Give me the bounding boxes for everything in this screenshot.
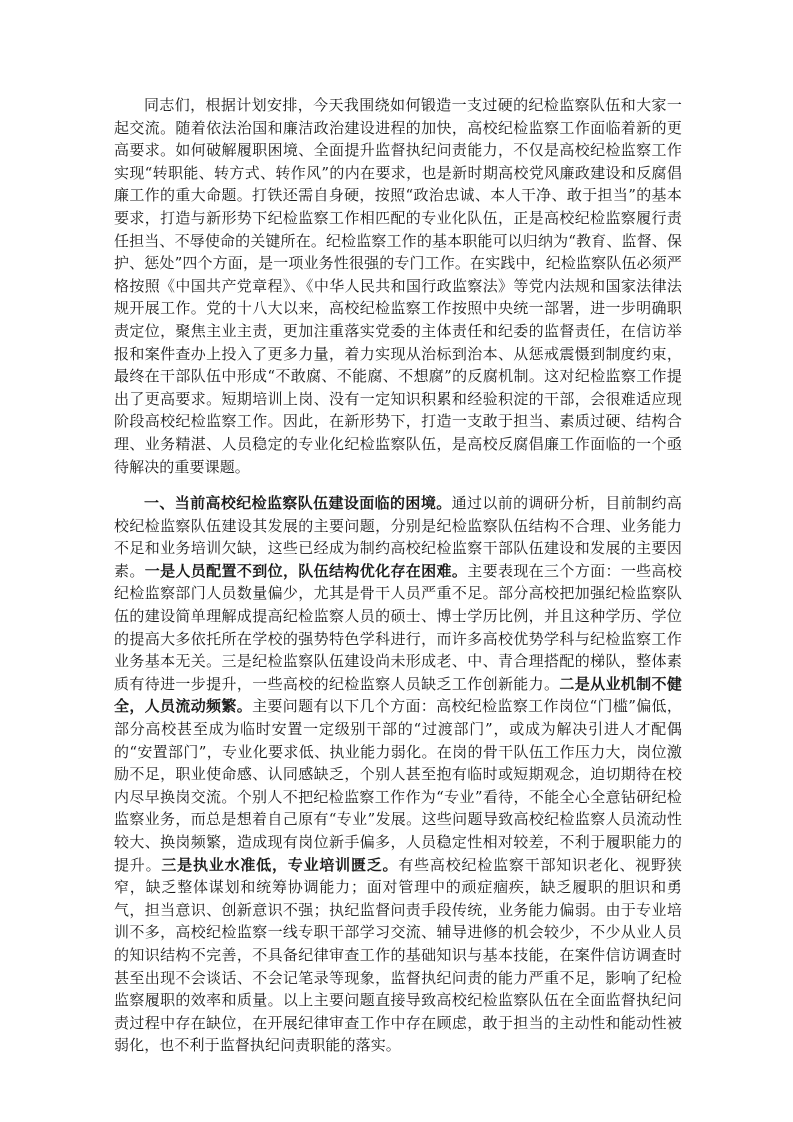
intro-paragraph: 同志们，根据计划安排，今天我围绕如何锻造一支过硬的纪检监察队伍和大家一起交流。随着依法治国和廉洁政治建设进程的加快，高校纪检监察工作面临着新的更高要求。如何破解履职困境、全面提升监督执纪问责能力，不仅是高校纪检监察工作实现“转职能、转方式、转作风”的内在要求，也是新时期高校党风廉政建设和反腐倡廉工作的重大命题。打铁还需自身硬，按照“政治忠诚、本人干净、敢于担当”的基本要求，打造与新形势下纪检监察工作相匹配的专业化队伍，正是高校纪检监察履行责任担当、不辱使命的关键所在。纪检监察工作的基本职能可以归纳为“教育、监督、保护、惩处”四个方面，是一项业务性很强的专门工作。在实践中，纪检监察队伍必须严格按照《中国共产党章程》、《中华人民共和国行政监察法》等党内法规和国家法律法规开展工作。党的十八大以来，高校纪检监察工作按照中央统一部署，进一步明确职责定位，聚焦主业主责，更加注重落实党委的主体责任和纪委的监督责任，在信访举报和案件查办上投入了更多力量，着力实现从治标到治本、从惩戒震慑到制度约束，最终在干部队伍中形成“不敢腐、不能腐、不想腐”的反腐机制。这对纪检监察工作提出了更高要求。短期培训上岗、没有一定知识积累和经验积淀的干部，会很难适应现阶段高校纪检监察工作。因此，在新形势下，打造一支敢于担当、素质过硬、结构合理、业务精湛、人员稳定的专业化纪检监察队伍，是高校反腐倡廉工作面临的一个亟待解决的重要课题。: [114, 96, 682, 476]
point-3-title: 三是执业水准低，专业培训匮乏。: [161, 855, 399, 874]
point-1-title: 一是人员配置不到位，队伍结构优化存在困难。: [144, 561, 468, 580]
document-page: [114, 94, 682, 1057]
point-2-title: 二是从业机制不健全，人员流动频繁。: [114, 674, 682, 716]
section-1-paragraph: [114, 492, 682, 1057]
section-1-heading: 一、当前高校纪检监察队伍建设面临的困境。: [144, 494, 452, 513]
point-2-text: 主要问题有以下几个方面：高校纪检监察工作岗位“门槛”偏低，部分高校甚至成为临时安置一定级别干部的“过渡部门”，或成为解决引进人才配偶的“安置部门”，专业化要求低、执业能力弱化。在岗的骨干队伍工作压力大，岗位激励不足，职业使命感、认同感缺乏，个别人甚至抱有临时或短期观念，迫切期待在校内尽早换岗交流。个别人不把纪检监察工作作为“专业”看待，不能全心全意钻研纪检监察业务，而总是想着自己原有“专业”发展。这些问题导致高校纪检监察人员流动性较大、换岗频繁，造成现有岗位新手偏多，人员稳定性相对较差，不利于履职能力的提升。: [114, 697, 682, 874]
point-1-text: 主要表现在三个方面：一些高校纪检监察部门人员数量偏少，尤其是骨干人员严重不足。部分高校把加强纪检监察队伍的建设简单理解成提高纪检监察人员的硕士、博士学历比例，并且这种学历、学位的提高大多依托所在学校的强势特色学科进行，而许多高校优势学科与纪检监察工作业务基本无关。三是纪检监察队伍建设尚未形成老、中、青合理搭配的梯队，整体素质有待进一步提升，一些高校的纪检监察人员缺乏工作创新能力。: [114, 561, 683, 693]
point-3-text: 有些高校纪检监察干部知识老化、视野狭窄，缺乏整体谋划和统筹协调能力；面对管理中的顽症痼疾，缺乏履职的胆识和勇气，担当意识、创新意识不强；执纪监督问责手段传统，业务能力偏弱。由于专业培训不多，高校纪检监察一线专职干部学习交流、辅导进修的机会较少，不少从业人员的知识结构不完善，不具备纪律审查工作的基础知识与基本技能，在案件信访调查时甚至出现不会谈话、不会记笔录等现象，监督执纪问责的能力严重不足，影响了纪检监察履职的效率和质量。以上主要问题直接导致高校纪检监察队伍在全面监督执纪问责过程中存在缺位，在开展纪律审查工作中存在顾虑，敢于担当的主动性和能动性被弱化，也不利于监督执纪问责职能的落实。: [114, 855, 682, 1055]
section-1-intro: 通过以前的调研分析，目前制约高校纪检监察队伍建设其发展的主要问题，分别是纪检监察队伍结构不合理、业务能力不足和业务培训欠缺，这些已经成为制约高校纪检监察干部队伍建设和发展的主要因素。: [114, 494, 682, 580]
